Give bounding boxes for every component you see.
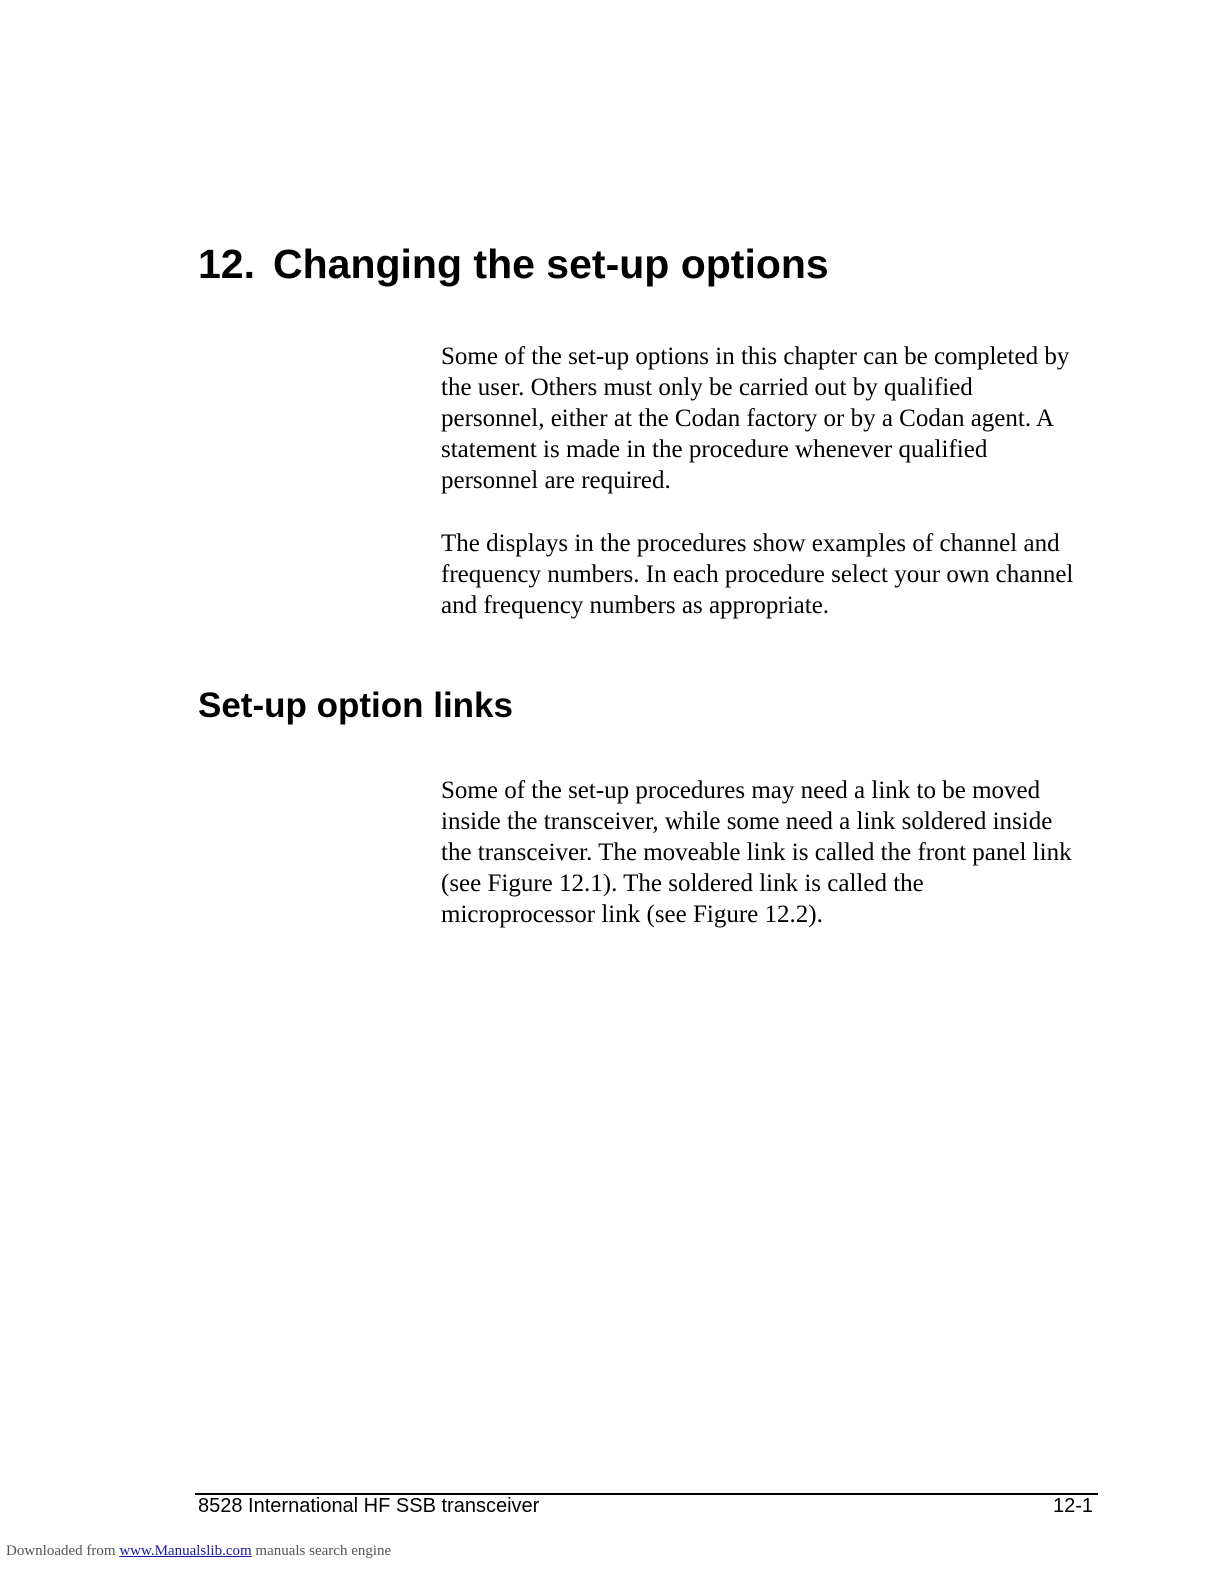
section-heading: Set-up option links — [198, 686, 513, 725]
text-line: Some of the set-up procedures may need a link to be moved — [441, 777, 1041, 804]
text-line: personnel are required. — [441, 467, 671, 494]
section-paragraph — [441, 775, 1121, 930]
text-line: and frequency numbers as appropriate. — [441, 592, 830, 619]
text-line: inside the transceiver, while some need a link soldered inside — [441, 808, 1053, 835]
manualslib-link[interactable]: www.Manualslib.com — [119, 1543, 252, 1559]
chapter-title: Changing the set-up options — [273, 241, 829, 287]
text-line: the user. Others must only be carried out by qualified — [441, 374, 973, 401]
text-line: personnel, either at the Codan factory or by a Codan agent. A — [441, 405, 1055, 432]
watermark-prefix: Downloaded from — [6, 1543, 116, 1559]
text-line: The displays in the procedures show examples of channel and — [441, 530, 1060, 557]
footer-page-number: 12-1 — [1052, 1495, 1093, 1517]
watermark-suffix: manuals search engine — [255, 1543, 392, 1559]
text-line: frequency numbers. In each procedure select your own channel — [441, 561, 1074, 588]
intro-paragraph-1 — [441, 341, 1121, 496]
footer-product-title: 8528 International HF SSB transceiver — [198, 1495, 540, 1517]
text-line: (see Figure 12.1). The soldered link is called the — [441, 870, 924, 897]
text-line: Some of the set-up options in this chapter can be completed by — [441, 343, 1070, 370]
text-line: statement is made in the procedure whenever qualified — [441, 436, 988, 463]
text-line: microprocessor link (see Figure 12.2). — [441, 901, 823, 928]
download-watermark — [6, 1541, 391, 1561]
chapter-number: 12. — [198, 241, 255, 287]
intro-paragraph-2 — [441, 528, 1121, 621]
chapter-heading — [198, 236, 829, 292]
text-line: the transceiver. The moveable link is called the front panel link — [441, 839, 1072, 866]
